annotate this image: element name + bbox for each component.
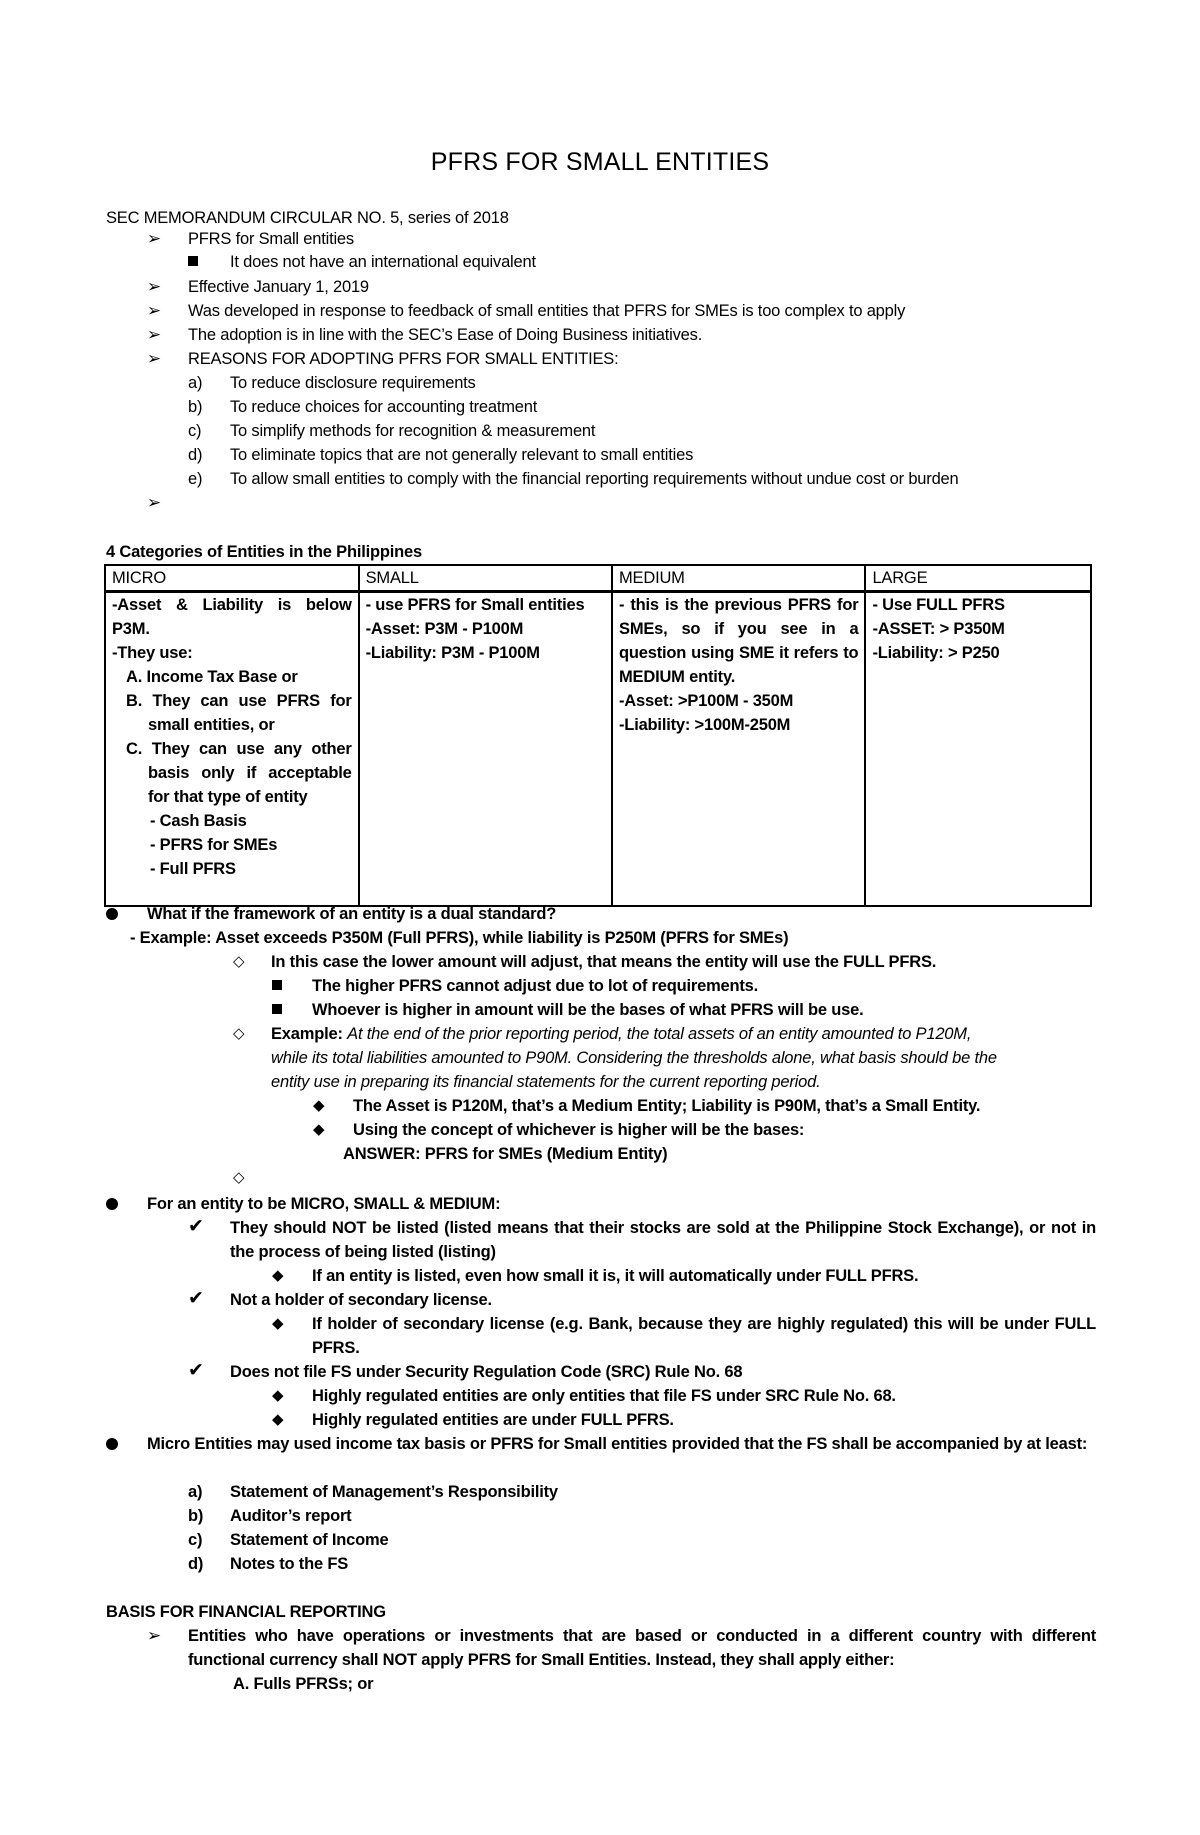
example-text: while its total liabilities amounted to P90M. Considering the thresholds alone, what basis should be the [271, 1049, 997, 1067]
condition-sub: If holder of secondary license (e.g. Bank, because they are highly regulated) this will be under FULL PFRS. [312, 1315, 1096, 1357]
memo-bullet: Effective January 1, 2019 [188, 278, 369, 296]
small-line: - use PFRS for Small entities [365, 596, 585, 614]
micro-option: C. They can use any other basis only if acceptable for that type of entity [126, 740, 352, 806]
arrow-bullet-icon: ➢ [147, 493, 162, 512]
categories-heading: 4 Categories of Entities in the Philippines [106, 543, 422, 561]
categories-table [104, 564, 1092, 907]
square-bullet-icon [188, 250, 198, 274]
example-label: Example: [271, 1025, 343, 1043]
page-title: PFRS FOR SMALL ENTITIES [430, 148, 770, 176]
fs-item: Auditor’s report [230, 1507, 352, 1525]
memo-bullet: The adoption is in line with the SEC’s Ease of Doing Business initiatives. [188, 326, 703, 344]
memo-bullet: PFRS for Small entities [188, 230, 354, 248]
check-icon: ✔ [188, 1288, 204, 1309]
micro-basis: - Full PFRS [150, 860, 236, 878]
reason-item: To simplify methods for recognition & measurement [230, 422, 596, 440]
micro-option: B. They can use PFRS for small entities, or [126, 692, 352, 734]
diamond-outline-icon: ◇ [233, 953, 245, 970]
header-micro: MICRO [105, 565, 359, 592]
cell-small [359, 592, 612, 907]
condition-item: They should NOT be listed (listed means that their stocks are sold at the Philippine Stock Exchange), or not in the process of being listed (listing) [230, 1219, 1096, 1261]
fs-item: Statement of Income [230, 1531, 389, 1549]
dual-sub: The higher PFRS cannot adjust due to lot of requirements. [312, 977, 759, 995]
diamond-bullet-icon: ◆ [313, 1121, 325, 1138]
arrow-bullet-icon: ➢ [147, 301, 162, 320]
cell-large [865, 592, 1091, 907]
condition-sub: If an entity is listed, even how small it is, it will automatically under FULL PFRS. [312, 1267, 919, 1285]
conditions-heading: For an entity to be MICRO, SMALL & MEDIUM: [147, 1195, 501, 1213]
reason-item: To allow small entities to comply with the financial reporting requirements without undue cost or burden [230, 470, 959, 488]
memo-bullet: Was developed in response to feedback of small entities that PFRS for SMEs is too complex to apply [188, 302, 906, 320]
check-icon: ✔ [188, 1360, 204, 1381]
reason-mark: a) [188, 374, 203, 392]
medium-line: -Liability: >100M-250M [619, 716, 791, 734]
large-line: - Use FULL PFRS [872, 596, 1005, 614]
dual-adjust: In this case the lower amount will adjust, that means the entity will use the FULL PFRS. [271, 953, 937, 971]
reason-mark: e) [188, 470, 203, 488]
reason-mark: c) [188, 422, 202, 440]
basis-heading: BASIS FOR FINANCIAL REPORTING [106, 1603, 386, 1621]
medium-line: -Asset: >P100M - 350M [619, 692, 794, 710]
example-line [271, 1022, 971, 1046]
reason-item: To reduce disclosure requirements [230, 374, 476, 392]
arrow-bullet-icon: ➢ [147, 277, 162, 296]
reason-mark: b) [188, 398, 203, 416]
cell-micro [105, 592, 359, 907]
reason-mark: d) [188, 446, 203, 464]
arrow-bullet-icon: ➢ [147, 325, 162, 344]
square-bullet-icon [272, 998, 282, 1022]
medium-line: - this is the previous PFRS for SMEs, so if you see in a question using SME it refers to MEDIUM entity. [619, 596, 859, 686]
example-text: entity use in preparing its financial statements for the current reporting period. [271, 1073, 821, 1091]
arrow-bullet-icon: ➢ [147, 1626, 162, 1645]
dual-detail: The Asset is P120M, that’s a Medium Entity; Liability is P90M, that’s a Small Entity. [353, 1097, 981, 1115]
round-bullet-icon [106, 1194, 118, 1218]
square-bullet-icon [272, 974, 282, 998]
memo-sub-bullet: It does not have an international equivalent [230, 253, 536, 271]
round-bullet-icon [106, 904, 118, 928]
condition-item: Not a holder of secondary license. [230, 1291, 492, 1309]
arrow-bullet-icon: ➢ [147, 349, 162, 368]
memo-bullet: REASONS FOR ADOPTING PFRS FOR SMALL ENTITIES: [188, 350, 619, 368]
small-line: -Asset: P3M - P100M [365, 620, 524, 638]
diamond-bullet-icon: ◆ [272, 1267, 284, 1284]
example-text: At the end of the prior reporting period, the total assets of an entity amounted to P120M, [347, 1025, 972, 1043]
check-icon: ✔ [188, 1216, 204, 1237]
reason-item: To reduce choices for accounting treatment [230, 398, 538, 416]
diamond-outline-icon: ◇ [233, 1169, 245, 1186]
dual-answer: ANSWER: PFRS for SMEs (Medium Entity) [343, 1145, 668, 1163]
dual-question: What if the framework of an entity is a dual standard? [147, 905, 557, 923]
table-row [105, 592, 1091, 907]
large-line: -ASSET: > P350M [872, 620, 1005, 638]
fs-mark: a) [188, 1483, 203, 1501]
dual-sub: Whoever is higher in amount will be the bases of what PFRS will be use. [312, 1001, 864, 1019]
header-large: LARGE [865, 565, 1091, 592]
arrow-bullet-icon: ➢ [147, 229, 162, 248]
fs-item: Notes to the FS [230, 1555, 349, 1573]
diamond-outline-icon: ◇ [233, 1025, 245, 1042]
fs-mark: d) [188, 1555, 204, 1573]
fs-item: Statement of Management’s Responsibility [230, 1483, 558, 1501]
reason-item: To eliminate topics that are not generally relevant to small entities [230, 446, 694, 464]
micro-basis: - PFRS for SMEs [150, 836, 278, 854]
small-line: -Liability: P3M - P100M [365, 644, 540, 662]
dual-detail: Using the concept of whichever is higher will be the bases: [353, 1121, 805, 1139]
micro-basis: - Cash Basis [150, 812, 247, 830]
micro-fs-heading: Micro Entities may used income tax basis or PFRS for Small entities provided that the FS shall be accompanied by at least: [147, 1435, 1088, 1453]
basis-text: Entities who have operations or investments that are based or conducted in a different country with different functional currency shall NOT apply PFRS for Small Entities. Instead, they shall apply either: [188, 1627, 1096, 1669]
condition-sub: Highly regulated entities are under FULL PFRS. [312, 1411, 674, 1429]
condition-item: Does not file FS under Security Regulation Code (SRC) Rule No. 68 [230, 1363, 743, 1381]
diamond-bullet-icon: ◆ [272, 1315, 284, 1332]
header-small: SMALL [359, 565, 612, 592]
condition-sub: Highly regulated entities are only entities that file FS under SRC Rule No. 68. [312, 1387, 896, 1405]
round-bullet-icon [106, 1434, 118, 1458]
diamond-bullet-icon: ◆ [272, 1411, 284, 1428]
micro-line: -They use: [112, 644, 193, 662]
micro-line: -Asset & Liability is below P3M. [112, 596, 352, 638]
header-medium: MEDIUM [612, 565, 865, 592]
cell-medium [612, 592, 865, 907]
large-line: -Liability: > P250 [872, 644, 1000, 662]
diamond-bullet-icon: ◆ [272, 1387, 284, 1404]
diamond-bullet-icon: ◆ [313, 1097, 325, 1114]
fs-mark: b) [188, 1507, 204, 1525]
fs-mark: c) [188, 1531, 203, 1549]
basis-option: A. Fulls PFRSs; or [233, 1675, 374, 1693]
table-header-row [105, 565, 1091, 592]
memo-heading: SEC MEMORANDUM CIRCULAR NO. 5, series of 2018 [106, 209, 509, 227]
dual-example: - Example: Asset exceeds P350M (Full PFRS), while liability is P250M (PFRS for SMEs) [130, 929, 789, 947]
micro-option: A. Income Tax Base or [126, 668, 298, 686]
